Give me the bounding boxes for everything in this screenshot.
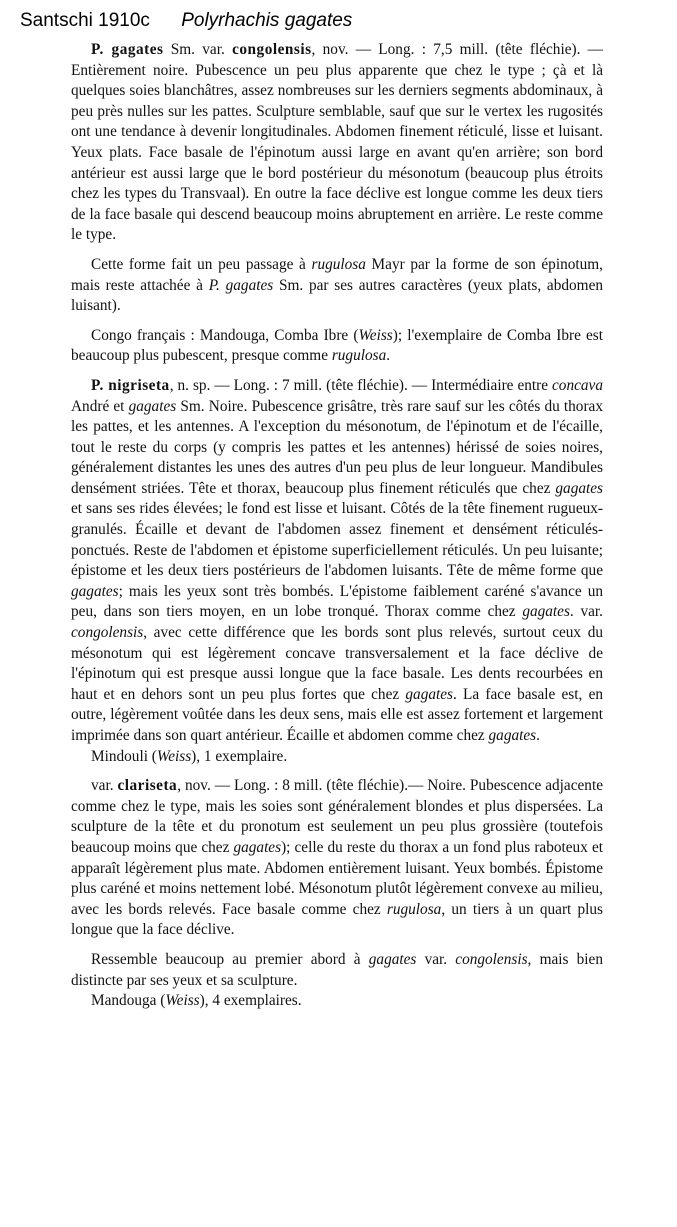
text-run: , un tiers à un quart plus longue que la face déclive.	[71, 900, 604, 939]
page-header	[20, 10, 352, 32]
text-run: ; mais les yeux sont très bombés. L'épistome faiblement caréné s'avance un peu, dans son tiers moyen, en un lobe tronqué. Thorax comme chez	[71, 582, 603, 621]
paragraph-congolensis-description	[71, 40, 603, 246]
italic-term: rugulosa	[331, 347, 387, 365]
italic-term: gagates	[405, 685, 453, 703]
paragraph-nigriseta-locality	[71, 747, 603, 768]
italic-term: P. gagates	[208, 276, 274, 294]
text-run: ); celle du reste du thorax a un fond plus raboteux et apparaît légèrement plus mate. Abdomen entièrement luisant. Yeux bombés. Épistome plus caréné et moins nettement lobé. Mésonotum plutôt légèrement convexe au milieu, avec les bords relevés. Face basale comme chez	[71, 838, 603, 918]
text-run: ), 4 exemplaires.	[199, 992, 302, 1010]
paragraph-clariseta-locality	[71, 991, 603, 1012]
italic-term: congolensis	[71, 624, 144, 642]
text-run: , avec cette différence que les bords sont plus relevés, surtout ceux du mésonotum qui est légèrement concave transversalement et la face déclive de l'épinotum qui est presque aussi longue que la face basale. Les dents recourbées en haut et en dehors sont un peu plus fortes que chez	[71, 624, 603, 703]
text-run: et sans ses rides élevées; le fond est lisse et luisant. Côtés de la tête finement rugueux-granulés. Écaille et devant de l'abdomen assez finement et densément réticulés-ponctués. Reste de l'abdomen et épistome superficiellement réticulés. Un peu luisante; épistome et les deux tiers postérieurs de l'abdomen luisants. Tête de même forme que	[71, 500, 603, 580]
paragraph-clariseta-remarks	[71, 950, 603, 991]
paragraph-nigriseta-description	[71, 376, 603, 747]
italic-term: gagates	[71, 582, 119, 600]
text-run: André et	[71, 397, 129, 415]
text-run: var.	[91, 777, 118, 795]
text-run: , n. sp. — Long. : 7 mill. (tête fléchie). — Intermédiaire entre	[169, 376, 553, 394]
italic-term: gagates	[555, 479, 603, 497]
italic-term: Weiss	[165, 992, 200, 1010]
document-body	[71, 40, 603, 1012]
italic-term: Weiss	[156, 747, 192, 765]
taxon-name: clariseta	[117, 777, 178, 795]
italic-term: gagates	[488, 727, 537, 744]
text-run: Ressemble beaucoup au premier abord à	[91, 950, 369, 968]
italic-term: gagates	[233, 838, 282, 856]
text-run: .	[536, 727, 540, 744]
italic-term: Weiss	[358, 326, 393, 344]
text-run: Cette forme fait un peu passage à	[91, 255, 312, 273]
text-run: . var.	[569, 603, 603, 621]
text-run: Mandouga (	[91, 992, 166, 1010]
text-run: , nov. — Long. : 7,5 mill. (tête fléchie). — Entièrement noire. Pubescence un peu plus apparente que chez le type ; çà et là quelques soies blanchâtres, assez nombreuses sur les derniers segments abdominaux, à peu près nulles sur les pattes. Sculpture semblable, sauf que sur le vertex les rugosités ont une tendance à devenir longitudinales. Abdomen finement réticulé, lisse et luisant. Yeux plats. Face basale de l'épinotum aussi large en avant qu'en arrière; son bord antérieur est aussi large que le bord postérieur du mésonotum (beaucoup plus étroits chez les types du Transvaal). En outre la face déclive est longue comme les deux tiers de la face basale qui descend beaucoup moins abruptement en arrière. Le reste comme le type.	[71, 41, 603, 244]
taxon-name: P. nigriseta	[91, 376, 170, 394]
text-run: .	[386, 347, 391, 365]
citation-label: Santschi 1910c	[20, 10, 150, 31]
paragraph-congolensis-locality	[71, 326, 603, 367]
text-run: ); l'exemplaire de Comba Ibre est beaucoup plus pubescent, presque comme	[71, 326, 603, 365]
paragraph-congolensis-remarks	[71, 255, 603, 317]
paragraph-clariseta-description	[71, 776, 603, 941]
italic-term: rugulosa	[386, 900, 442, 918]
text-run: Sm. Noire. Pubescence grisâtre, très rare sauf sur les côtés du thorax les pattes, et les antennes. A l'exception du mésonotum, de l'épinotum et de l'écaille, tout le reste du corps (y compris les pattes et les antennes) hérissé de soies noires, généralement distantes les unes des autres d'un peu plus de leur longueur. Mandibules densément striées. Tête et thorax, beaucoup plus finement réticulés que chez	[71, 397, 603, 497]
italic-term: gagates	[368, 950, 417, 968]
taxon-name: P. gagates	[91, 41, 164, 58]
italic-term: congolensis	[455, 950, 528, 968]
species-title: Polyrhachis gagates	[181, 10, 353, 31]
italic-term: gagates	[522, 603, 570, 621]
italic-term: concava	[552, 376, 603, 394]
text-run: Congo français : Mandouga, Comba Ibre (	[91, 326, 359, 344]
text-run: ), 1 exemplaire.	[191, 747, 288, 765]
italic-term: rugulosa	[311, 255, 366, 273]
text-run: . La face basale est, en outre, légèrement voûtée dans les deux sens, mais elle est assez fortement et largement imprimée dans son quart antérieur. Écaille et abdomen comme chez	[71, 685, 604, 744]
text-run: Mindouli (	[91, 747, 157, 765]
text-run: var.	[416, 950, 456, 968]
text-run: Sm. par ses autres caractères (yeux plats, abdomen luisant).	[71, 276, 604, 315]
text-run: , nov. — Long. : 8 mill. (tête fléchie).— Noire. Pubescence adjacente comme chez le type, mais les soies sont généralement blondes et plus dispersées. La sculpture de la tête et du pronotum est seulement un peu plus grossière (toutefois beaucoup moins que chez	[71, 777, 603, 856]
italic-term: gagates	[128, 397, 177, 415]
text-run: , mais bien distincte par ses yeux et sa sculpture.	[71, 950, 603, 989]
taxon-name: congolensis	[232, 41, 312, 58]
text-run: Mayr par la forme de son épinotum, mais reste attachée à	[71, 255, 603, 294]
text-run: Sm. var.	[163, 41, 233, 58]
